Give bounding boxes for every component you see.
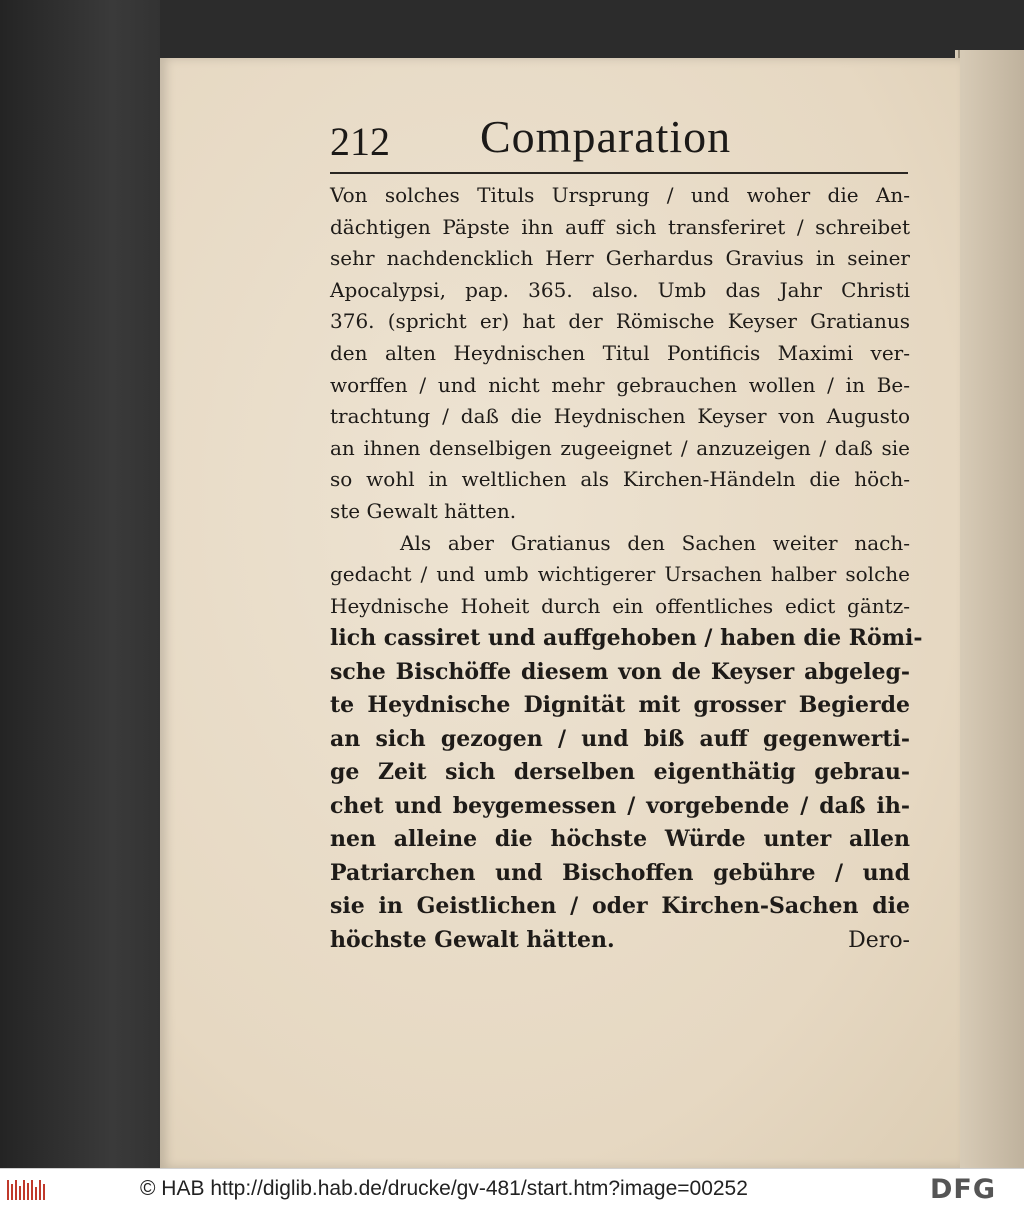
footer-bar xyxy=(0,1168,1024,1210)
page-number: 212 xyxy=(330,119,390,164)
body-text xyxy=(330,180,923,957)
text-line: Von solches Tituls Ursprung / und woher die An- xyxy=(330,183,910,207)
text-line: Apocalypsi, pap. 365. also. Umb das Jahr Christi xyxy=(330,277,910,302)
text-line: trachtung / daß die Heydnischen Keyser von Augusto xyxy=(330,404,910,429)
last-text-line xyxy=(330,924,910,958)
hab-logo-icon xyxy=(6,1178,46,1202)
catchword: Dero- xyxy=(848,927,910,953)
text-line: an ihnen denselbigen zugeeignet / anzuzeigen / daß sie xyxy=(330,435,910,460)
text-line: dächtigen Päpste ihn auff sich transferiret / schreibet xyxy=(330,214,910,239)
last-line-text: höchste Gewalt hätten. xyxy=(330,926,615,953)
text-line: 376. (spricht er) hat der Römische Keyser Gratianus xyxy=(330,309,910,334)
text-line: chet und beygemessen / vorgebende / daß ih- xyxy=(330,792,910,819)
text-line: sehr nachdencklich Herr Gerhardus Gravius in seiner xyxy=(330,246,910,271)
source-link[interactable]: © HAB http://diglib.hab.de/drucke/gv-481/start.htm?image=00252 xyxy=(140,1177,748,1200)
text-line: sche Bischöffe diesem von de Keyser abgeleg- xyxy=(330,658,910,685)
paragraph-start-line: Als aber Gratianus den Sachen weiter nach- xyxy=(400,530,910,555)
book-binding-shadow xyxy=(0,0,160,1168)
page-header xyxy=(330,110,910,170)
text-line: sie in Geistlichen / oder Kirchen-Sachen die xyxy=(330,893,910,920)
text-line: gedacht / und umb wichtigerer Ursachen halber solche xyxy=(330,562,910,587)
text-line: so wohl in weltlichen als Kirchen-Händeln die höch- xyxy=(330,467,910,492)
running-title: Comparation xyxy=(480,111,732,162)
text-line: ste Gewalt hätten. xyxy=(330,498,517,523)
text-line: lich cassiret und auffgehoben / haben die Römi- xyxy=(330,625,923,652)
text-line: Patriarchen und Bischoffen gebühre / und xyxy=(330,859,910,886)
page-edge xyxy=(955,50,1024,1168)
text-line: an sich gezogen / und biß auff gegenwerti- xyxy=(330,725,910,752)
text-line: nen alleine die höchste Würde unter allen xyxy=(330,826,910,853)
text-line: te Heydnische Dignität mit grosser Begierde xyxy=(330,692,910,719)
dfg-logo: DFG xyxy=(930,1174,997,1205)
text-line: worffen / und nicht mehr gebrauchen wollen / in Be- xyxy=(330,372,910,397)
header-rule xyxy=(330,172,908,174)
text-line: ge Zeit sich derselben eigenthätig gebrau- xyxy=(330,759,910,786)
text-line: Heydnische Hoheit durch ein offentliches edict gäntz- xyxy=(330,593,910,618)
text-line: den alten Heydnischen Titul Pontificis Maximi ver- xyxy=(330,340,910,365)
